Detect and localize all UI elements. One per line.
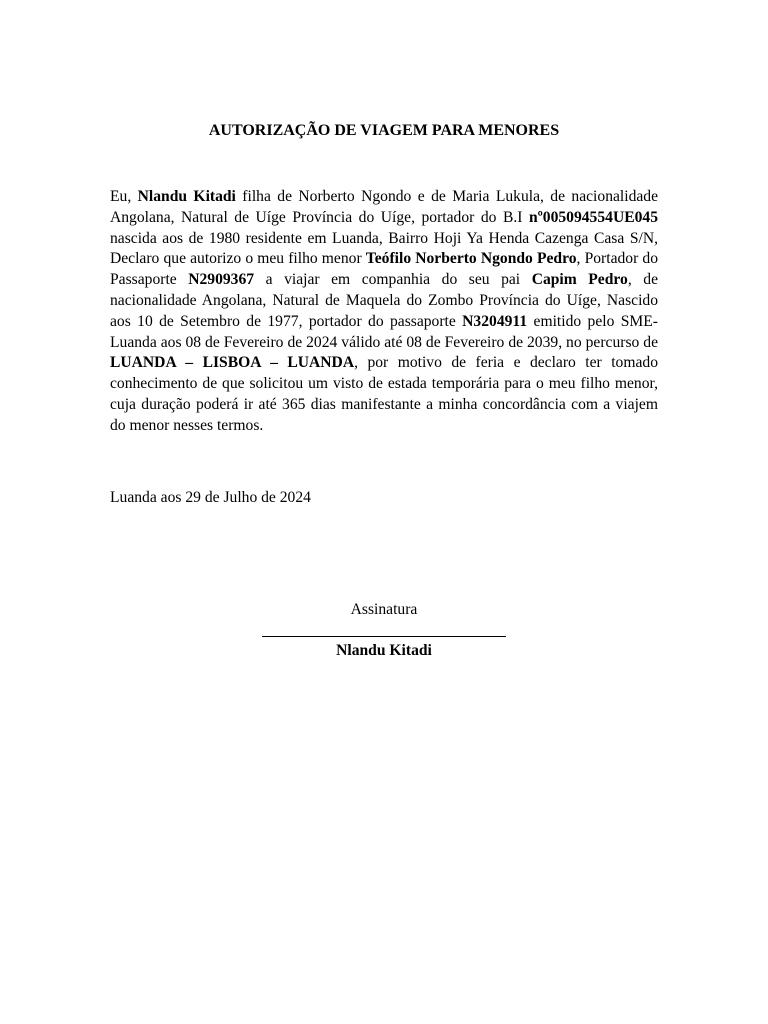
body-text-segment: , Portador do Passaporte (110, 250, 658, 289)
travel-route: LUANDA – LISBOA – LUANDA (110, 354, 355, 372)
body-text-segment: emitido pelo SME-Luanda aos 08 de Fevereiro de 2024 válido até 08 de Fevereiro de 2039, no percurso de (110, 312, 658, 351)
father-name: Capim Pedro (531, 271, 628, 289)
signatory-name: Nlandu Kitadi (336, 642, 432, 659)
mother-name: Nlandu Kitadi (137, 188, 236, 205)
body-text-segment: a viajar em companhia do seu pai (254, 271, 532, 289)
body-text-segment: filha de Norberto Ngondo e de Maria Lukula, de nacionalidade Angolana, Natural de Uíge Província do Uíge, portador do B.I (110, 188, 659, 226)
body-text-segment: , por motivo de feria e declaro ter tomado conhecimento de que solicitou um visto de estada temporária para o meu filho menor, cuja duração poderá ir até 365 dias manifestante a minha concordância com a viajem do menor nesses termos. (110, 354, 658, 434)
child-name: Teófilo Norberto Ngondo Pedro (365, 250, 577, 268)
signature-label: Assinatura (350, 601, 418, 618)
body-text-segment: Eu, (110, 188, 138, 205)
body-text-segment: , de nacionalidade Angolana, Natural de Maquela do Zombo Província do Uíge, Nascido aos 10 de Setembro de 1977, portador do passaporte (110, 271, 658, 330)
body-text-segment: nascida aos de 1980 residente em Luanda, Bairro Hoji Ya Henda Cazenga Casa S/N, Declaro que autorizo o meu filho menor (110, 229, 658, 268)
father-passport-number: N3204911 (462, 312, 528, 330)
place-date-line: Luanda aos 29 de Julho de 2024 (110, 489, 311, 506)
document-title: AUTORIZAÇÃO DE VIAGEM PARA MENORES (208, 122, 560, 139)
authorization-paragraph (110, 187, 658, 437)
signature-line (262, 636, 506, 637)
child-passport-number: N2909367 (188, 271, 255, 289)
id-number: nº005094554UE045 (528, 208, 658, 226)
